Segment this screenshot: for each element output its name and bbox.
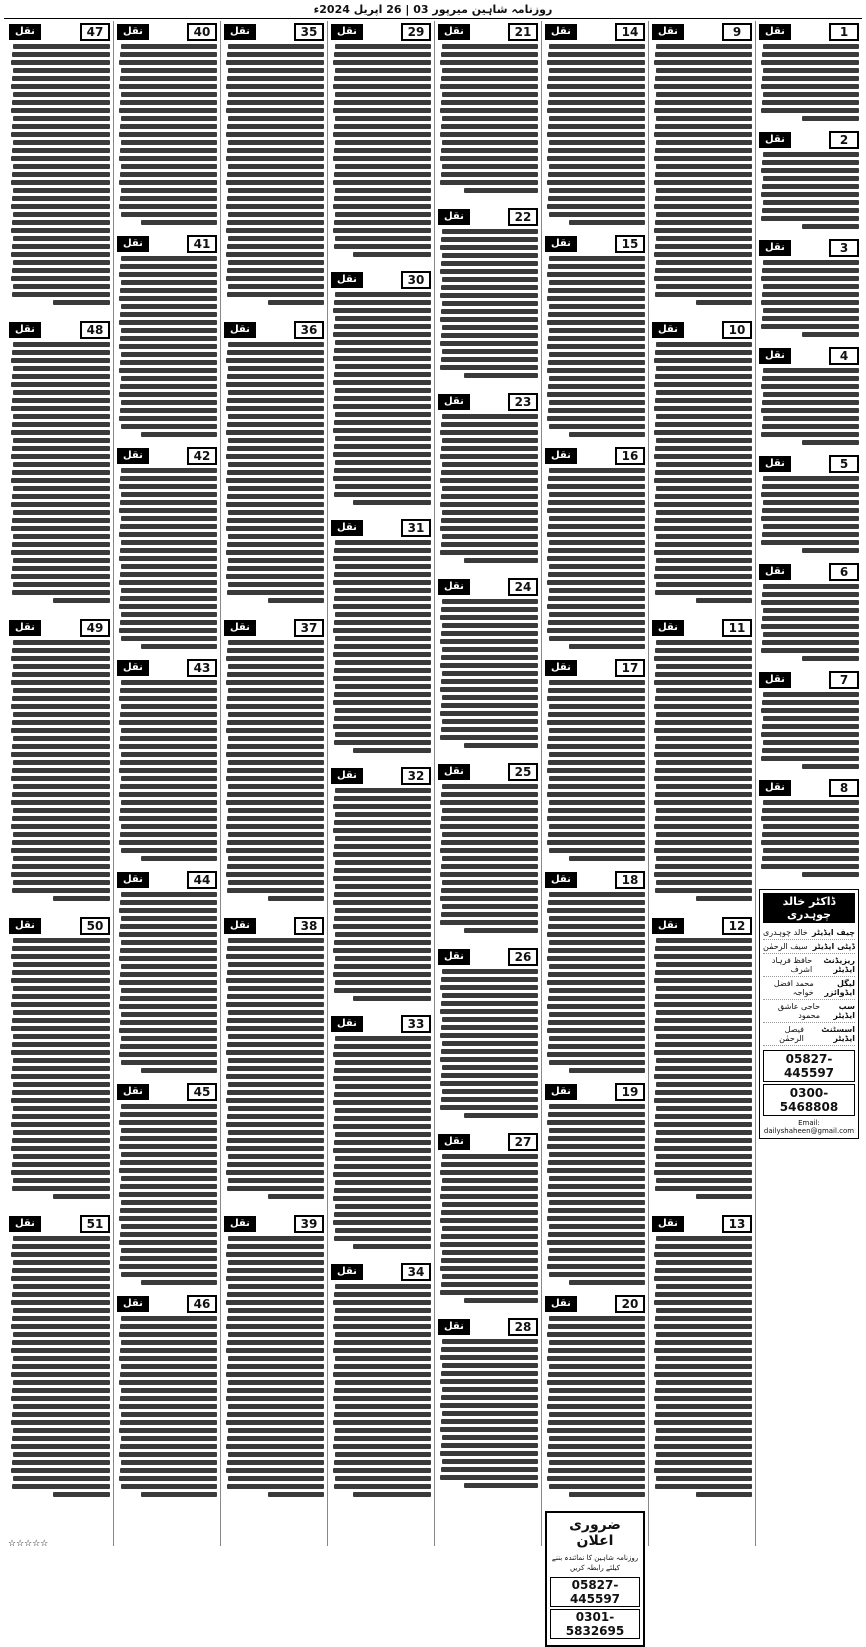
phone-number: 05827-445597 — [550, 1577, 640, 1607]
nakal-label: نقل — [652, 24, 684, 40]
news-column — [327, 21, 434, 1546]
item-number: 42 — [187, 447, 217, 465]
item-number: 24 — [508, 578, 538, 596]
item-header — [331, 23, 431, 41]
nakal-label: نقل — [438, 394, 470, 410]
news-item — [759, 23, 859, 127]
item-number: 16 — [615, 447, 645, 465]
news-column — [6, 21, 113, 1546]
item-header — [652, 917, 752, 935]
item-body-text — [117, 1103, 217, 1286]
news-item — [545, 235, 645, 443]
item-body-text — [759, 43, 859, 122]
item-number: 20 — [615, 1295, 645, 1313]
item-number: 9 — [722, 23, 752, 41]
news-item — [759, 563, 859, 667]
item-body-text — [9, 639, 110, 902]
news-item — [438, 948, 538, 1129]
nakal-label: نقل — [545, 24, 577, 40]
staff-name: محمد افضل خواجہ — [773, 979, 814, 997]
staff-row — [763, 1023, 855, 1046]
item-body-text — [438, 413, 538, 564]
item-header — [545, 1295, 645, 1313]
nakal-label: نقل — [759, 132, 791, 148]
news-item — [9, 321, 110, 615]
item-header — [331, 767, 431, 785]
item-header — [117, 447, 217, 465]
news-item — [438, 23, 538, 204]
item-header — [545, 447, 645, 465]
item-body-text — [224, 639, 324, 902]
staff-row — [763, 954, 855, 977]
notice-body: روزنامہ شاہین کا نمائندہ بننے کیلئے رابطہ کریں — [551, 1554, 639, 1572]
news-item — [438, 578, 538, 759]
item-number: 37 — [294, 619, 324, 637]
item-body-text — [652, 639, 752, 902]
item-header — [9, 1215, 110, 1233]
item-body-text — [117, 679, 217, 862]
item-header — [438, 948, 538, 966]
news-item — [759, 131, 859, 235]
item-body-text — [117, 43, 217, 226]
staff-row — [763, 926, 855, 940]
item-body-text — [224, 1235, 324, 1498]
news-item — [438, 1133, 538, 1314]
item-number: 8 — [829, 779, 859, 797]
nakal-label: نقل — [759, 240, 791, 256]
item-body-text — [117, 255, 217, 438]
nakal-label: نقل — [331, 1264, 363, 1280]
item-body-text — [438, 968, 538, 1119]
item-number: 34 — [401, 1263, 431, 1281]
item-body-text — [759, 259, 859, 338]
item-body-text — [652, 1235, 752, 1498]
nakal-label: نقل — [224, 322, 256, 338]
nakal-label: نقل — [545, 448, 577, 464]
news-item — [759, 779, 859, 883]
notice-box — [545, 1511, 645, 1647]
item-number: 49 — [80, 619, 110, 637]
news-column — [648, 21, 755, 1546]
item-number: 30 — [401, 271, 431, 289]
nakal-label: نقل — [117, 872, 149, 888]
nakal-label: نقل — [759, 348, 791, 364]
nakal-label: نقل — [9, 24, 41, 40]
item-header — [759, 131, 859, 149]
news-item — [545, 659, 645, 867]
news-item — [438, 208, 538, 389]
item-body-text — [545, 467, 645, 650]
news-column — [113, 21, 220, 1546]
item-body-text — [9, 1235, 110, 1498]
staff-role: چیف ایڈیٹر — [812, 928, 855, 937]
item-header — [117, 235, 217, 253]
item-number: 23 — [508, 393, 538, 411]
item-number: 25 — [508, 763, 538, 781]
item-number: 13 — [722, 1215, 752, 1233]
item-header — [117, 1295, 217, 1313]
item-body-text — [759, 475, 859, 554]
item-body-text — [545, 1103, 645, 1286]
item-number: 51 — [80, 1215, 110, 1233]
news-item — [545, 1295, 645, 1503]
item-body-text — [438, 1153, 538, 1304]
item-number: 27 — [508, 1133, 538, 1151]
staff-row — [763, 1000, 855, 1023]
nakal-label: نقل — [9, 322, 41, 338]
item-body-text — [117, 891, 217, 1074]
item-header — [117, 659, 217, 677]
item-number: 33 — [401, 1015, 431, 1033]
news-item — [759, 347, 859, 451]
item-number: 26 — [508, 948, 538, 966]
item-header — [438, 763, 538, 781]
item-number: 19 — [615, 1083, 645, 1101]
item-body-text — [438, 783, 538, 934]
news-item — [652, 917, 752, 1211]
nakal-label: نقل — [224, 24, 256, 40]
nakal-label: نقل — [652, 918, 684, 934]
nakal-label: نقل — [652, 1216, 684, 1232]
news-item — [117, 447, 217, 655]
nakal-label: نقل — [331, 1016, 363, 1032]
nakal-label: نقل — [331, 24, 363, 40]
notice-phones — [550, 1577, 640, 1639]
phone-number: 0300-5468808 — [763, 1084, 855, 1116]
item-header — [438, 578, 538, 596]
item-number: 2 — [829, 131, 859, 149]
item-number: 15 — [615, 235, 645, 253]
item-header — [224, 23, 324, 41]
item-header — [438, 1318, 538, 1336]
item-number: 31 — [401, 519, 431, 537]
item-number: 44 — [187, 871, 217, 889]
item-number: 11 — [722, 619, 752, 637]
item-body-text — [117, 1315, 217, 1498]
item-header — [331, 1015, 431, 1033]
news-item — [224, 619, 324, 913]
staff-name: خالد چوہدری — [763, 928, 808, 937]
item-header — [331, 271, 431, 289]
nakal-label: نقل — [224, 1216, 256, 1232]
item-number: 45 — [187, 1083, 217, 1101]
item-number: 12 — [722, 917, 752, 935]
item-body-text — [759, 367, 859, 446]
item-body-text — [117, 467, 217, 650]
item-body-text — [9, 43, 110, 306]
item-header — [9, 321, 110, 339]
item-body-text — [438, 1338, 538, 1489]
news-item — [224, 23, 324, 317]
item-header — [438, 1133, 538, 1151]
nakal-label: نقل — [438, 764, 470, 780]
staff-role: لیگل ایڈوائزر — [824, 979, 855, 997]
item-header — [9, 917, 110, 935]
item-header — [117, 1083, 217, 1101]
news-item — [117, 871, 217, 1079]
news-item — [331, 1263, 431, 1507]
news-item — [9, 619, 110, 913]
item-header — [9, 619, 110, 637]
news-item — [117, 1083, 217, 1291]
staff-role: سب ایڈیٹر — [833, 1002, 855, 1020]
item-body-text — [9, 341, 110, 604]
item-number: 35 — [294, 23, 324, 41]
news-item — [545, 1083, 645, 1291]
item-body-text — [438, 598, 538, 749]
item-body-text — [759, 583, 859, 662]
nakal-label: نقل — [545, 236, 577, 252]
staff-row — [763, 940, 855, 954]
item-body-text — [331, 291, 431, 506]
item-header — [652, 23, 752, 41]
item-number: 4 — [829, 347, 859, 365]
staff-name: حافظ فرہاد اشرف — [771, 956, 813, 974]
news-item — [117, 659, 217, 867]
item-number: 32 — [401, 767, 431, 785]
email-text: Email: dailyshaheen@gmail.com — [763, 1119, 855, 1135]
nakal-label: نقل — [438, 24, 470, 40]
staff-role: اسسٹنٹ ایڈیٹر — [821, 1025, 855, 1043]
news-item — [117, 23, 217, 231]
item-number: 1 — [829, 23, 859, 41]
item-body-text — [331, 787, 431, 1002]
item-header — [545, 235, 645, 253]
staff-role: ریزیڈنٹ ایڈیٹر — [823, 956, 855, 974]
news-item — [652, 1215, 752, 1509]
item-header — [117, 23, 217, 41]
news-item — [224, 917, 324, 1211]
item-header — [545, 1083, 645, 1101]
item-header — [759, 239, 859, 257]
item-body-text — [438, 43, 538, 194]
staff-name: حاجی عاشق محمود — [777, 1002, 821, 1020]
item-body-text — [545, 43, 645, 226]
nakal-label: نقل — [759, 672, 791, 688]
news-item — [438, 393, 538, 574]
item-header — [117, 871, 217, 889]
news-item — [438, 1318, 538, 1499]
staff-name: سیف الرحمٰن — [763, 942, 808, 951]
masthead-title: ڈاکٹر خالد چوہدری — [763, 893, 855, 923]
news-item — [759, 455, 859, 559]
item-header — [759, 347, 859, 365]
phone-number: 0301-5832695 — [550, 1609, 640, 1639]
item-number: 14 — [615, 23, 645, 41]
item-number: 3 — [829, 239, 859, 257]
nakal-label: نقل — [224, 620, 256, 636]
phone-number: 05827-445597 — [763, 1050, 855, 1082]
item-number: 28 — [508, 1318, 538, 1336]
nakal-label: نقل — [438, 209, 470, 225]
item-header — [438, 23, 538, 41]
item-body-text — [331, 1283, 431, 1498]
item-header — [759, 779, 859, 797]
nakal-label: نقل — [438, 1134, 470, 1150]
item-header — [545, 23, 645, 41]
nakal-label: نقل — [652, 322, 684, 338]
news-item — [545, 447, 645, 655]
item-body-text — [224, 43, 324, 306]
nakal-label: نقل — [545, 660, 577, 676]
item-body-text — [545, 891, 645, 1074]
item-body-text — [545, 255, 645, 438]
item-header — [438, 393, 538, 411]
nakal-label: نقل — [759, 456, 791, 472]
item-number: 41 — [187, 235, 217, 253]
item-body-text — [438, 228, 538, 379]
news-item — [331, 271, 431, 515]
item-header — [759, 455, 859, 473]
item-header — [438, 208, 538, 226]
item-body-text — [224, 341, 324, 604]
item-body-text — [759, 799, 859, 878]
masthead-phones — [763, 1050, 855, 1116]
news-item — [545, 871, 645, 1079]
nakal-label: نقل — [9, 1216, 41, 1232]
news-item — [224, 1215, 324, 1509]
news-item — [331, 1015, 431, 1259]
nakal-label: نقل — [438, 949, 470, 965]
item-header — [224, 619, 324, 637]
item-header — [759, 671, 859, 689]
item-number: 48 — [80, 321, 110, 339]
item-body-text — [224, 937, 324, 1200]
item-number: 47 — [80, 23, 110, 41]
nakal-label: نقل — [117, 660, 149, 676]
nakal-label: نقل — [117, 448, 149, 464]
item-header — [224, 917, 324, 935]
item-body-text — [9, 937, 110, 1200]
columns-container — [4, 21, 862, 1638]
item-body-text — [759, 151, 859, 230]
news-item — [759, 671, 859, 775]
news-item — [652, 619, 752, 913]
nakal-label: نقل — [9, 620, 41, 636]
item-number: 21 — [508, 23, 538, 41]
item-number: 40 — [187, 23, 217, 41]
masthead-box — [759, 889, 859, 1139]
item-header — [224, 1215, 324, 1233]
news-item — [652, 23, 752, 317]
news-item — [9, 1215, 110, 1509]
staff-role: ڈپٹی ایڈیٹر — [812, 942, 855, 951]
nakal-label: نقل — [759, 564, 791, 580]
item-body-text — [545, 679, 645, 862]
news-item — [9, 23, 110, 317]
item-header — [331, 519, 431, 537]
item-header — [545, 659, 645, 677]
news-column — [220, 21, 327, 1546]
nakal-label: نقل — [759, 780, 791, 796]
news-item — [438, 763, 538, 944]
item-number: 36 — [294, 321, 324, 339]
nakal-label: نقل — [117, 1296, 149, 1312]
item-number: 22 — [508, 208, 538, 226]
nakal-label: نقل — [652, 620, 684, 636]
item-header — [331, 1263, 431, 1281]
footer-stars: ☆☆☆☆☆ — [8, 1539, 49, 1549]
item-header — [759, 23, 859, 41]
item-header — [9, 23, 110, 41]
news-column — [541, 21, 648, 1638]
notice-title: ضروری اعلان — [569, 1517, 621, 1549]
staff-name: فیصل الرحمٰن — [779, 1025, 804, 1043]
nakal-label: نقل — [331, 520, 363, 536]
news-column — [755, 21, 862, 1546]
nakal-label: نقل — [331, 768, 363, 784]
nakal-label: نقل — [545, 1296, 577, 1312]
nakal-label: نقل — [117, 1084, 149, 1100]
nakal-label: نقل — [117, 24, 149, 40]
item-body-text — [331, 539, 431, 754]
staff-row — [763, 977, 855, 1000]
nakal-label: نقل — [224, 918, 256, 934]
item-number: 7 — [829, 671, 859, 689]
news-column — [434, 21, 541, 1546]
item-number: 38 — [294, 917, 324, 935]
nakal-label: نقل — [438, 1319, 470, 1335]
item-body-text — [545, 1315, 645, 1498]
item-number: 10 — [722, 321, 752, 339]
item-body-text — [652, 43, 752, 306]
news-item — [117, 1295, 217, 1503]
item-number: 17 — [615, 659, 645, 677]
item-number: 46 — [187, 1295, 217, 1313]
nakal-label: نقل — [9, 918, 41, 934]
news-item — [331, 23, 431, 267]
item-header — [224, 321, 324, 339]
news-item — [331, 519, 431, 763]
news-item — [224, 321, 324, 615]
news-item — [117, 235, 217, 443]
item-number: 50 — [80, 917, 110, 935]
item-header — [652, 321, 752, 339]
item-number: 18 — [615, 871, 645, 889]
nakal-label: نقل — [438, 579, 470, 595]
item-header — [652, 619, 752, 637]
item-body-text — [331, 1035, 431, 1250]
item-number: 29 — [401, 23, 431, 41]
news-item — [9, 917, 110, 1211]
news-item — [545, 23, 645, 231]
item-body-text — [759, 691, 859, 770]
item-body-text — [331, 43, 431, 258]
item-header — [759, 563, 859, 581]
nakal-label: نقل — [545, 872, 577, 888]
news-item — [331, 767, 431, 1011]
item-number: 43 — [187, 659, 217, 677]
nakal-label: نقل — [759, 24, 791, 40]
item-number: 39 — [294, 1215, 324, 1233]
item-number: 6 — [829, 563, 859, 581]
nakal-label: نقل — [545, 1084, 577, 1100]
item-number: 5 — [829, 455, 859, 473]
item-body-text — [652, 937, 752, 1200]
page-header: روزنامہ شاہین میرپور 03 | 26 اپریل 2024ء — [4, 2, 862, 19]
item-header — [652, 1215, 752, 1233]
item-header — [545, 871, 645, 889]
news-item — [652, 321, 752, 615]
news-item — [759, 239, 859, 343]
item-body-text — [652, 341, 752, 604]
nakal-label: نقل — [117, 236, 149, 252]
nakal-label: نقل — [331, 272, 363, 288]
